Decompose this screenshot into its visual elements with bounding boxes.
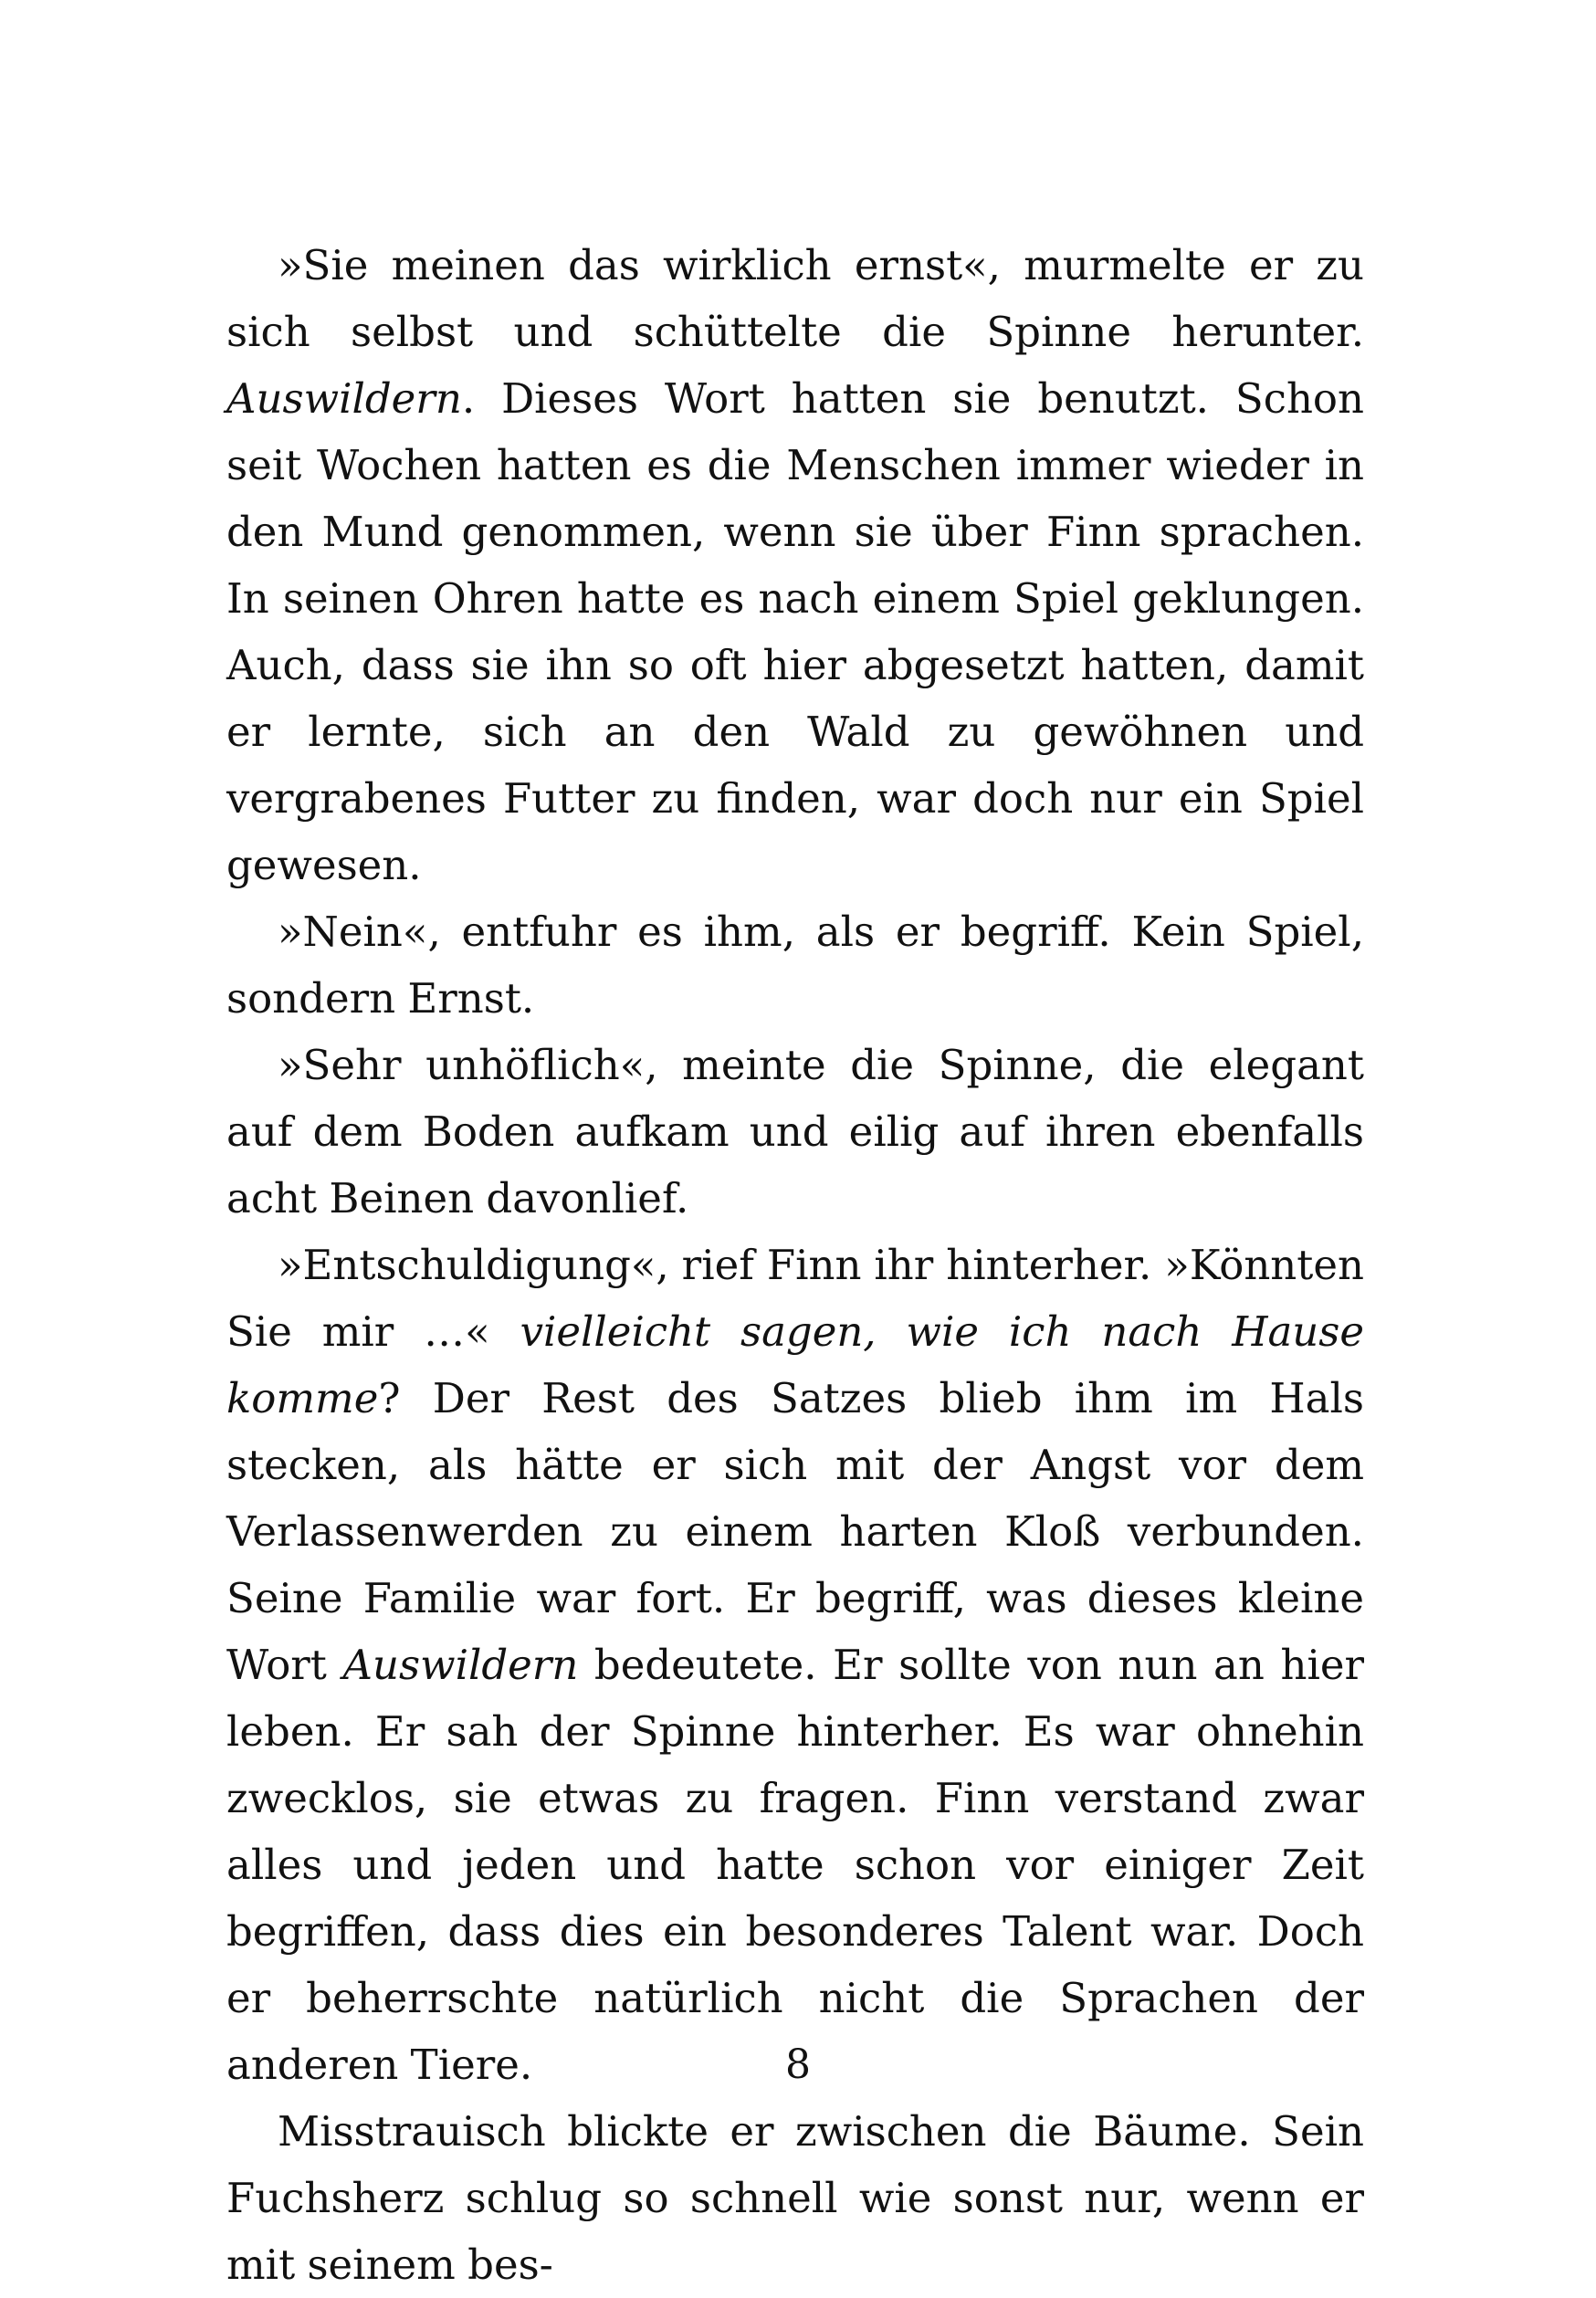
paragraph-3-text-1: »Sehr unhöflich«, meinte die Spinne, die elegant auf dem Boden aufkam und eilig auf ihren ebenfalls acht Beinen davonlief. (226, 1041, 1364, 1222)
paragraph-5-text-1: Misstrauisch blickte er zwischen die Bäume. Sein Fuchsherz schlug so schnell wie sonst nur, wenn er mit seinem bes- (226, 2107, 1364, 2289)
paragraph-4-emphasis-question: vielleicht sagen, wie ich nach Hause komme (226, 1307, 1364, 1422)
paragraph-2 (226, 898, 1364, 1032)
paragraph-4-text-3: bedeutete. Er sollte von nun an hier leben. Er sah der Spinne hinterher. Es war ohnehin zwecklos, sie etwas zu fragen. Finn verstand zwar alles und jeden und hatte schon vor einiger Zeit begriffen, dass dies ein besonderes Talent war. Doch er beherrschte natürlich nicht die Sprachen der anderen Tiere. (226, 1641, 1364, 2089)
paragraph-2-text-1: »Nein«, entfuhr es ihm, als er begriff. Kein Spiel, sondern Ernst. (226, 908, 1364, 1023)
body-text (226, 232, 1364, 2298)
page-number: 8 (785, 2041, 811, 2088)
paragraph-5 (226, 2098, 1364, 2298)
paragraph-4-emphasis-auswildern: Auswildern (342, 1641, 579, 1689)
paragraph-1 (226, 232, 1364, 898)
paragraph-4 (226, 1232, 1364, 2098)
paragraph-1-text-1: »Sie meinen das wirklich ernst«, murmelte er zu sich selbst und schüttelte die Spinne herunter. (226, 241, 1364, 356)
paragraph-1-emphasis-auswildern: Auswildern (226, 374, 462, 423)
paragraph-4-text-1: »Entschuldigung«, rief Finn ihr hinterher. »Könnten Sie mir …« (226, 1241, 1364, 1356)
paragraph-4-text-2: ? Der Rest des Satzes blieb ihm im Hals stecken, als hätte er sich mit der Angst vor dem Verlassenwerden zu einem harten Kloß verbunden. Seine Familie war fort. Er begriff, was dieses kleine Wort (226, 1374, 1364, 1689)
paragraph-3 (226, 1032, 1364, 1232)
paragraph-1-text-2: . Dieses Wort hatten sie benutzt. Schon seit Wochen hatten es die Menschen immer wieder in den Mund genommen, wenn sie über Finn sprachen. In seinen Ohren hatte es nach einem Spiel geklungen. Auch, dass sie ihn so oft hier abgesetzt hatten, damit er lernte, sich an den Wald zu gewöhnen und vergrabenes Futter zu finden, war doch nur ein Spiel gewesen. (226, 374, 1364, 889)
